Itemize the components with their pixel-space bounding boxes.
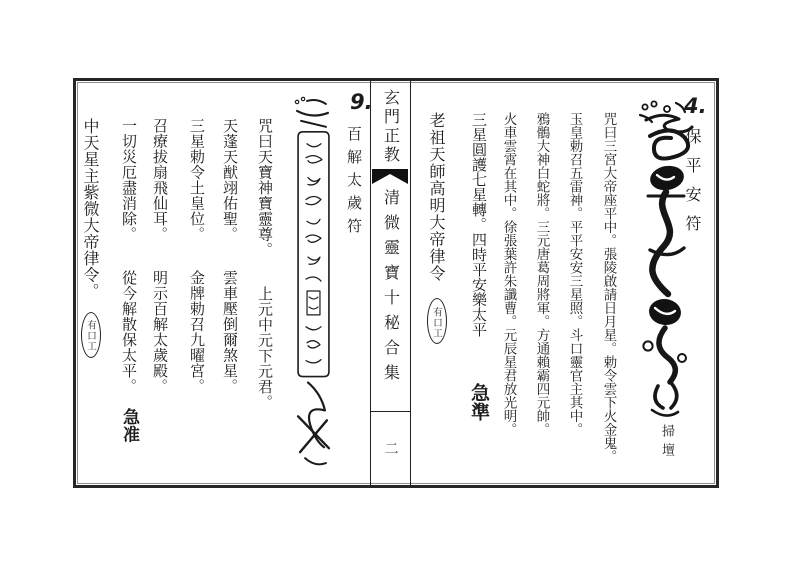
incantation-column-l4 [152,118,167,488]
incantation-column-l3 [189,118,204,488]
closing-command: 急準 [468,383,490,421]
incantation-text: 三星勅令土皇位。 [188,118,206,242]
spine-school-label: 玄門正教 [381,89,401,165]
incantation-column-r2 [567,112,581,490]
oval-seal-stamp: 有口工 [427,298,447,344]
talisman-drawing-baopingan [636,100,694,432]
incantation-column-r5 [469,112,488,490]
incantation-text: 上元中元下元君。 [256,285,274,410]
book-spine-column [370,81,411,485]
closing-column-left [81,118,101,488]
incantation-text: 召療拔扇飛仙耳。 [151,118,169,242]
incantation-text: 金牌勅召九曜宮。 [188,270,206,394]
spine-page-number: 二 [382,441,399,455]
oval-seal-stamp: 有口工 [81,312,101,358]
incantation-text: 玉皇勅召五雷神。平平安安三星照。斗口靈官主其中。 [566,112,583,436]
incantation-column-l5 [120,118,137,488]
closing-line: 中天星主紫微大帝律令。 [81,118,100,300]
spine-divider-line [371,411,410,412]
talisman-mark-1: 掃 [659,424,674,443]
incantation-text: 咒曰三宮大帝座平中。張陵啟請日月星。勅令雲下火金鬼。 [600,112,617,463]
incantation-text: 咒曰天寶神寶靈尊。 [256,118,274,258]
incantation-text: 明示百解太歲殿。 [151,270,169,394]
incantation-text: 雲車壓倒爾煞星。 [221,270,239,394]
closing-line: 老祖天師高明大帝律令 [427,112,446,282]
closing-column-right [427,112,447,490]
section-number-right: 4. [684,94,707,118]
incantation-text: 三星圓護七星轉。四時平安樂太平 [470,112,488,337]
incantation-column-r3 [534,112,548,490]
closing-command: 急准 [119,408,139,443]
section-number-left: 9. [350,90,373,114]
incantation-text: 從今解散保太平。 [120,270,138,394]
talisman-drawing-baijietaisui [292,96,334,484]
spine-book-title: 清微靈寶十秘合集 [381,189,401,389]
incantation-column-l1 [257,118,272,488]
fishtail-mark-icon [372,169,408,185]
talisman-flourish-marks [660,424,673,462]
section-title-right: 保平安符 [683,128,702,244]
incantation-column-r1 [601,112,615,490]
incantation-text: 鴉鶻大神白蛇將。三元唐葛周將軍。方通賴霸四元帥。 [533,112,550,436]
section-title-left: 百解太歲符 [345,126,363,241]
incantation-column-l2 [222,118,237,488]
incantation-text: 一切災厄盡消除。 [120,118,138,242]
talisman-mark-2: 壇 [659,443,674,462]
incantation-column-r4 [501,112,515,490]
incantation-text: 天蓬天猷翊佑聖。 [221,118,239,242]
incantation-text: 火車雲霄在其中。徐張葉許朱讖曹。元辰星君放光明。 [500,112,517,436]
